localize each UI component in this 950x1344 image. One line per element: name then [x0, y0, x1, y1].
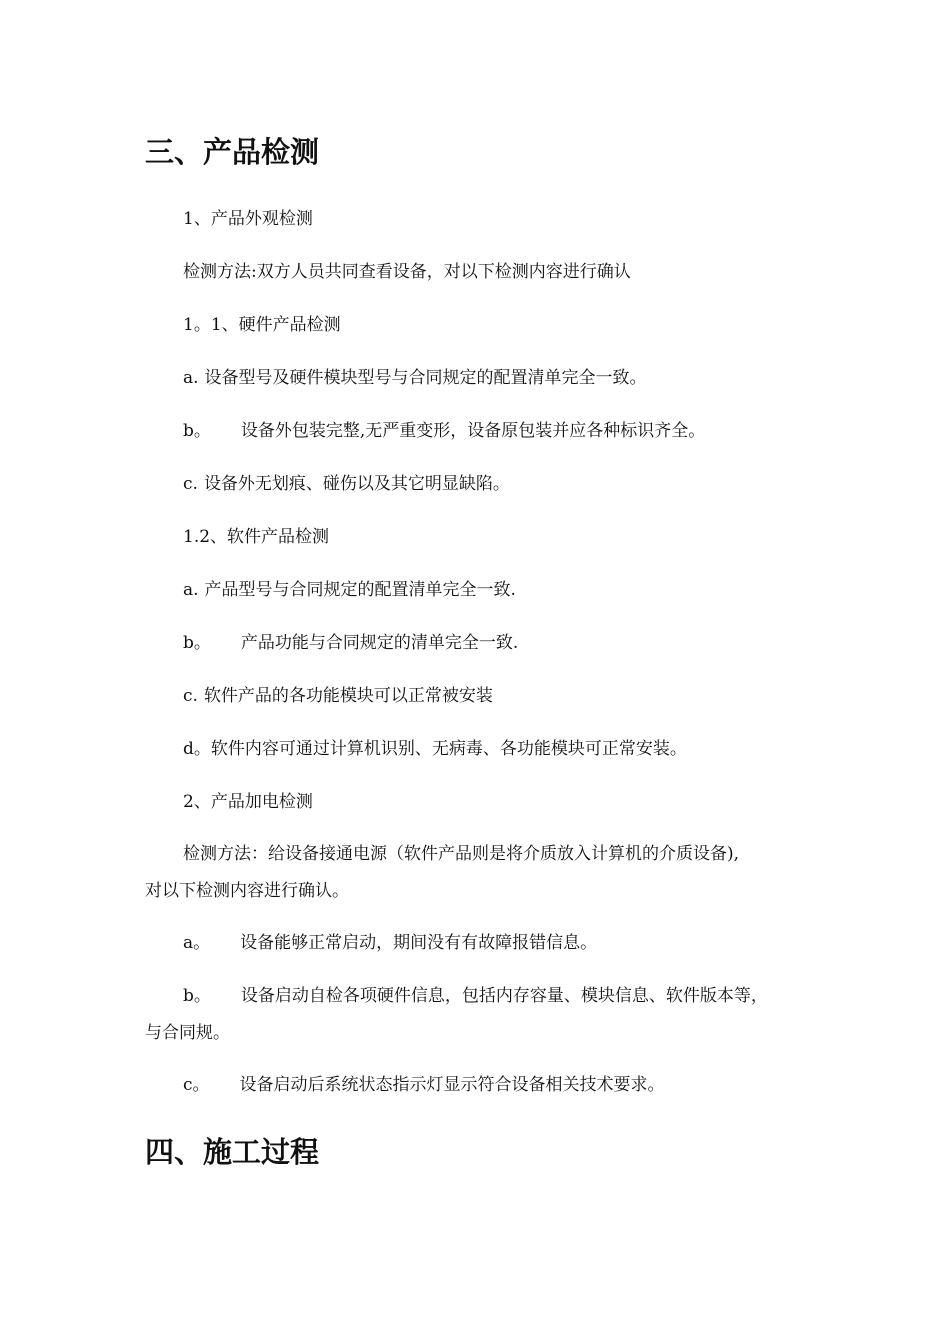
list-marker: b。	[183, 986, 211, 1006]
subheading-hardware-inspection: 1。1、硬件产品检测	[183, 315, 341, 335]
list-marker: a。	[183, 933, 211, 953]
list-item-text: 设备启动后系统状态指示灯显示符合设备相关技术要求。	[239, 1075, 665, 1095]
list-item-text: 设备启动自检各项硬件信息，包括内存容量、模块信息、软件版本等，	[240, 986, 768, 1006]
list-item-power-a	[183, 932, 597, 954]
list-item-hardware-b	[183, 420, 705, 442]
list-item-power-b-line2: 与合同规。	[145, 1023, 230, 1043]
list-item-hardware-c	[183, 473, 510, 495]
list-item-text: 软件产品的各功能模块可以正常被安装	[203, 686, 493, 706]
list-marker: a.	[183, 580, 199, 600]
subheading-power-on-inspection: 2、产品加电检测	[183, 792, 313, 812]
list-item-software-b	[183, 632, 518, 654]
list-item-text: 软件内容可通过计算机识别、无病毒、各功能模块可正常安装。	[210, 739, 687, 759]
section-heading-product-inspection: 三、产品检测	[145, 135, 320, 169]
list-item-power-c	[183, 1074, 665, 1096]
list-item-text: 产品型号与合同规定的配置清单完全一致.	[204, 580, 516, 600]
list-marker: c.	[183, 686, 198, 706]
subheading-appearance-inspection: 1、产品外观检测	[183, 209, 313, 229]
list-item-text: 设备外无划痕、碰伤以及其它明显缺陷。	[203, 474, 510, 494]
list-item-text: 设备型号及硬件模块型号与合同规定的配置清单完全一致。	[204, 368, 647, 388]
list-item-software-d	[183, 738, 687, 760]
list-marker: c.	[183, 474, 198, 494]
list-item-text: 产品功能与合同规定的清单完全一致.	[240, 633, 519, 653]
section-heading-construction-process: 四、施工过程	[145, 1135, 320, 1169]
list-marker: c。	[183, 1075, 210, 1095]
list-marker: b。	[183, 633, 211, 653]
paragraph-inspection-method-2-line1: 检测方法：给设备接通电源（软件产品则是将介质放入计算机的介质设备),	[183, 844, 740, 864]
list-item-text: 设备能够正常启动，期间没有有故障报错信息。	[240, 933, 598, 953]
paragraph-inspection-method-2-line2: 对以下检测内容进行确认。	[145, 881, 349, 901]
list-item-software-a	[183, 579, 516, 601]
list-item-power-b-line1	[183, 985, 768, 1007]
list-marker: a.	[183, 368, 199, 388]
list-item-software-c	[183, 685, 493, 707]
list-item-hardware-a	[183, 367, 647, 389]
list-marker: d。	[183, 739, 211, 759]
paragraph-inspection-method-1: 检测方法:双方人员共同查看设备，对以下检测内容进行确认	[183, 262, 631, 282]
subheading-software-inspection: 1.2、软件产品检测	[183, 527, 330, 547]
list-item-text: 设备外包装完整,无严重变形，设备原包装并应各种标识齐全。	[240, 421, 706, 441]
list-marker: b。	[183, 421, 211, 441]
